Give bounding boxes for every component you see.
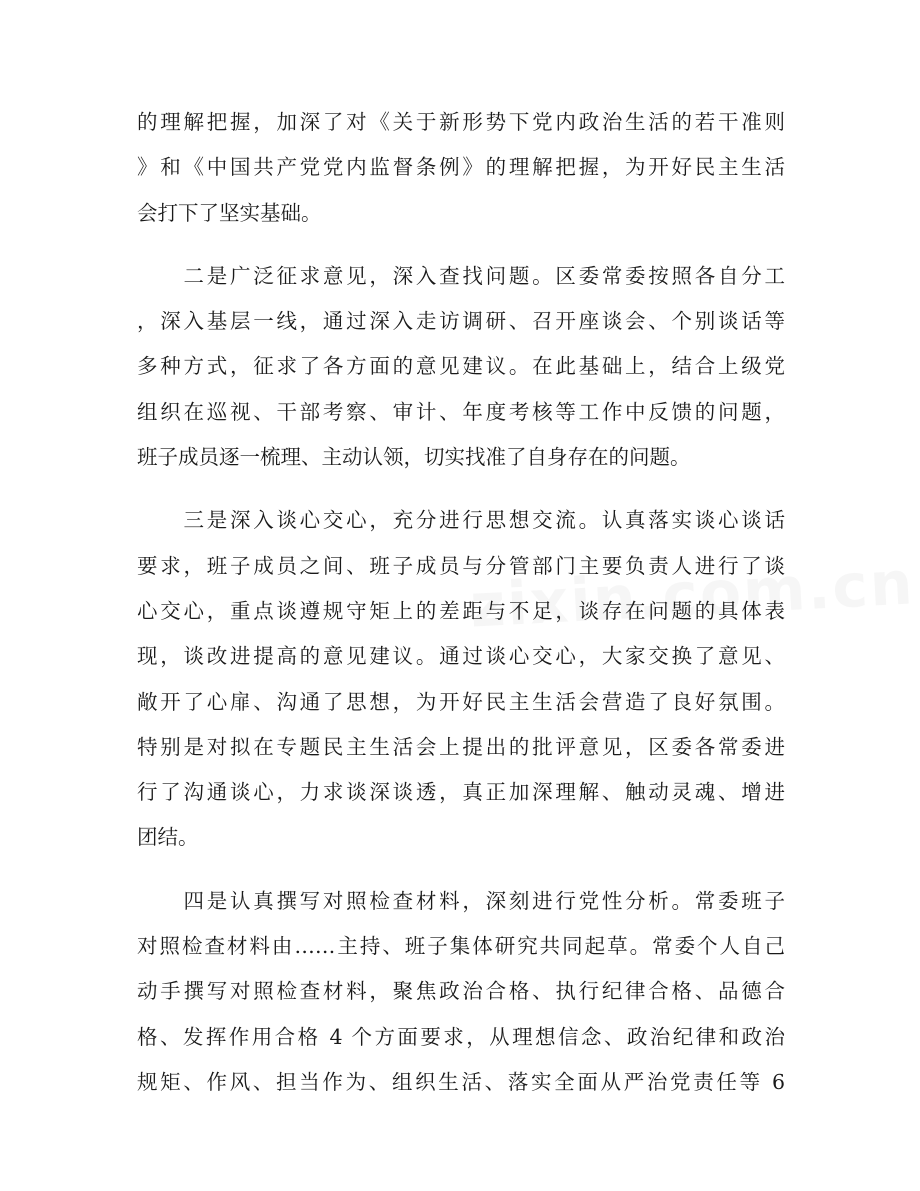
text-line: 心交心，重点谈遵规守矩上的差距与不足，谈存在问题的具体表 (137, 598, 785, 623)
text-line: 会打下了坚实基础。 (137, 200, 322, 225)
text-line: 敞开了心扉、沟通了思想，为开好民主生活会营造了良好氛围。 (137, 689, 785, 714)
paragraph-3 (137, 498, 785, 860)
text-line: 多种方式，征求了各方面的意见建议。在此基础上，结合上级党 (137, 354, 785, 379)
paragraph-1 (137, 100, 785, 236)
text-line: 要求，班子成员之间、班子成员与分管部门主要负责人进行了谈 (137, 553, 785, 578)
text-line: 团结。 (137, 825, 199, 850)
text-line: 现，谈改进提高的意见建议。通过谈心交心，大家交换了意见、 (137, 644, 785, 669)
text-line: 》和《中国共产党党内监督条例》的理解把握，为开好民主生活 (137, 155, 785, 180)
text-line: 三是深入谈心交心，充分进行思想交流。认真落实谈心谈话 (137, 508, 785, 533)
text-line: 规矩、作风、担当作为、组织生活、落实全面从严治党责任等 6 (137, 1069, 785, 1094)
text-line: 对照检查材料由……主持、班子集体研究共同起草。常委个人自己 (137, 934, 785, 959)
text-line: 组织在巡视、干部考察、审计、年度考核等工作中反馈的问题， (137, 399, 785, 424)
text-line: 四是认真撰写对照检查材料，深刻进行党性分析。常委班子 (137, 888, 785, 913)
text-line: 特别是对拟在专题民主生活会上提出的批评意见，区委各常委进 (137, 734, 785, 759)
text-line: 的理解把握，加深了对《关于新形势下党内政治生活的若干准则 (137, 110, 785, 134)
text-line: 格、发挥作用合格 4 个方面要求，从理想信念、政治纪律和政治 (137, 1024, 785, 1049)
text-line: 行了沟通谈心，力求谈深谈透，真正加深理解、触动灵魂、增进 (137, 780, 785, 805)
paragraph-4 (137, 879, 785, 1105)
document-body (137, 100, 785, 1123)
text-line: 动手撰写对照检查材料，聚焦政治合格、执行纪律合格、品德合 (137, 979, 785, 1004)
paragraph-2 (137, 254, 785, 480)
text-line: 二是广泛征求意见，深入查找问题。区委常委按照各自分工 (137, 263, 785, 288)
text-line: 班子成员逐一梳理、主动认领，切实找准了自身存在的问题。 (137, 445, 691, 470)
text-line: ，深入基层一线，通过深入走访调研、召开座谈会、个别谈话等 (137, 309, 785, 334)
